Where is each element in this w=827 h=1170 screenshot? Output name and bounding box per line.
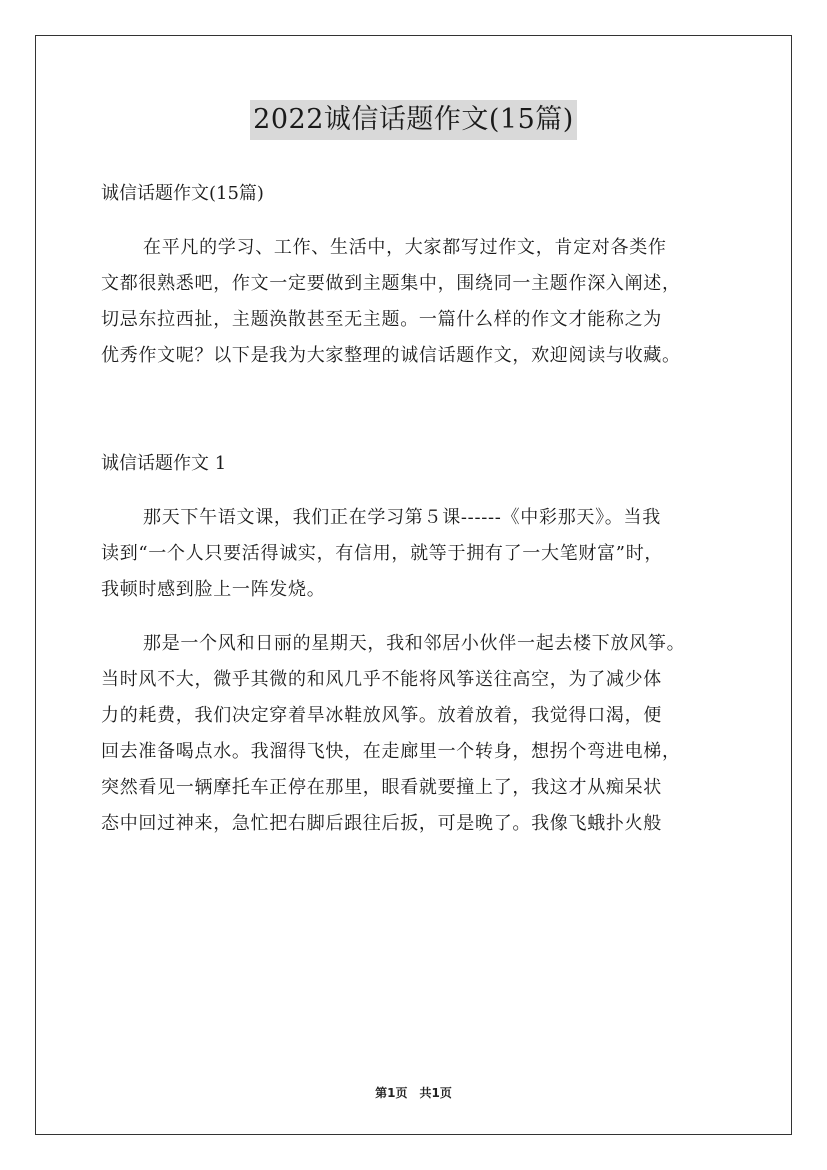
paragraph-line: 读到“一个人只要活得诚实，有信用，就等于拥有了一大笔财富”时， (101, 543, 664, 564)
paragraph-line: 那天下午语文课，我们正在学习第５课------《中彩那天》。当我 (143, 507, 661, 528)
paragraph-line: 力的耗费，我们决定穿着旱冰鞋放风筝。放着放着，我觉得口渴，便 (101, 705, 662, 726)
paragraph-line: 当时风不大，微乎其微的和风几乎不能将风筝送往高空，为了减少体 (101, 669, 662, 690)
paragraph-line: 回去准备喝点水。我溜得飞快，在走廊里一个转身，想拐个弯进电梯， (101, 741, 681, 762)
paragraph-line: 我顿时感到脸上一阵发烧。 (101, 579, 326, 600)
story-paragraph-1 (101, 500, 741, 608)
title-container (0, 100, 827, 140)
spacer (101, 374, 741, 446)
paragraph-line: 态中回过神来，急忙把右脚后跟往后扳，可是晚了。我像飞蛾扑火般 (101, 813, 662, 834)
paragraph-line: 在平凡的学习、工作、生活中，大家都写过作文，肯定对各类作 (143, 237, 667, 258)
paragraph-line: 那是一个风和日丽的星期天，我和邻居小伙伴一起去楼下放风筝。 (143, 633, 686, 654)
story-paragraph-2 (101, 626, 741, 842)
document-subtitle: 诚信话题作文(15篇) (101, 183, 264, 204)
intro-paragraph (101, 230, 741, 374)
paragraph-line: 切忌东拉西扯，主题涣散甚至无主题。一篇什么样的作文才能称之为 (101, 309, 662, 330)
page-number: 第1页 共1页 (375, 1086, 452, 1100)
document-body (101, 176, 741, 842)
document-title: 2022诚信话题作文(15篇) (250, 100, 577, 140)
paragraph-line: 优秀作文呢？以下是我为大家整理的诚信话题作文，欢迎阅读与收藏。 (101, 345, 681, 366)
section-heading: 诚信话题作文 1 (101, 453, 227, 474)
paragraph-line: 突然看见一辆摩托车正停在那里，眼看就要撞上了，我这才从痴呆状 (101, 777, 662, 798)
paragraph-line: 文都很熟悉吧，作文一定要做到主题集中，围绕同一主题作深入阐述， (101, 273, 681, 294)
